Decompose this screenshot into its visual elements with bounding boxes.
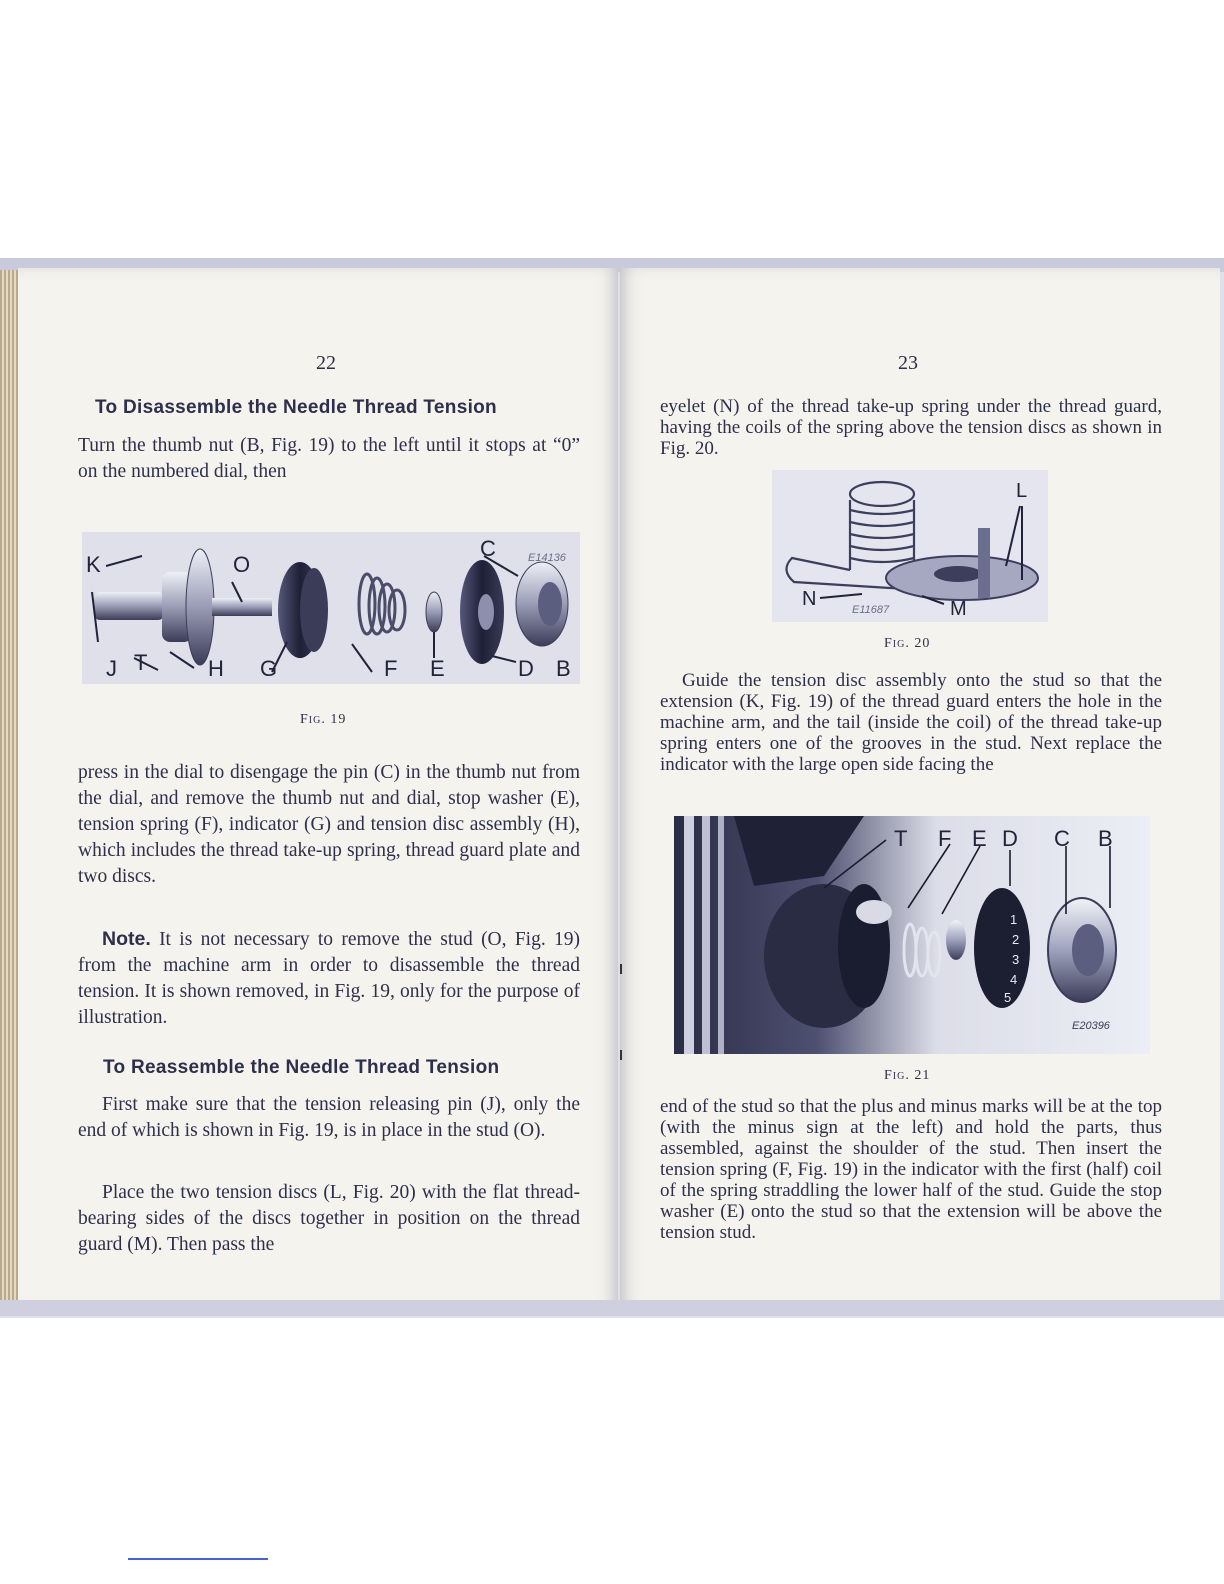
fig19-label-j: J (106, 656, 117, 681)
fig20-code: E11687 (852, 604, 890, 616)
paragraph-end-of-stud: end of the stud so that the plus and minus marks will be at the top (with the minus sign at the left) and hold the parts, thus assembled, against the shoulder of the stud. Then insert the tension spring (F, Fig. 19) in the indicator with the first (half) coil of the spring straddling the lower half of the stud. Guide the stop washer (E) onto the stud so that the extension will be above the tension stud. (660, 1096, 1162, 1243)
fig20-label-n: N (802, 588, 817, 610)
fig19-label-k: K (86, 552, 101, 577)
gutter-mark (620, 1050, 622, 1060)
caption-fig21: Fig. 21 (884, 1068, 931, 1083)
fig21-label-e: E (972, 826, 987, 851)
fig21-label-b: B (1098, 826, 1113, 851)
book-bottom-edge (0, 1300, 1224, 1316)
note-text: It is not necessary to remove the stud (O, Fig. 19) from the machine arm in order to disassemble the thread tension. It is shown removed, in Fig. 19, only for the purpose of illustration. (78, 929, 581, 1028)
figure-19-illustration (82, 532, 580, 684)
fig19-code: E14136 (528, 552, 566, 564)
fig19-label-c: C (480, 536, 496, 561)
fig19-label-o: O (233, 552, 251, 577)
fig19-label-e: E (430, 656, 445, 681)
dial-number-4: 4 (1010, 972, 1018, 987)
page-edges (0, 270, 20, 1310)
paragraph-eyelet: eyelet (N) of the thread take-up spring under the thread guard, having the coils of the spring above the tension discs as shown in Fig. 20. (660, 396, 1162, 459)
paragraph-turn-thumb-nut: Turn the thumb nut (B, Fig. 19) to the left until it stops at “0” on the numbered dial, then (78, 435, 580, 482)
paragraph-note (78, 926, 580, 1031)
page-number-left: 22 (316, 352, 336, 374)
paragraph-place-discs: Place the two tension discs (L, Fig. 20) with the flat thread-bearing sides of the discs together in position on the thread guard (M). Then pass the (78, 1182, 580, 1255)
heading-reassemble: To Reassemble the Needle Thread Tension (103, 1057, 500, 1078)
scan-artifact-line (128, 1558, 268, 1560)
fig19-label-g: G (260, 656, 278, 681)
fig21-label-t: T (894, 826, 908, 851)
page-number-right: 23 (898, 352, 918, 374)
dial-number-3: 3 (1012, 952, 1020, 967)
figure-20 (772, 470, 1048, 622)
dial-number-2: 2 (1012, 932, 1020, 947)
paragraph-guide-assembly: Guide the tension disc assembly onto the stud so that the extension (K, Fig. 19) of the thread guard enters the hole in the machine arm, and the tail (inside the coil) of the thread take-up spring enters one of the grooves in the stud. Next replace the indicator with the large open side facing the (660, 670, 1162, 775)
figure-21-illustration (674, 816, 1150, 1054)
paragraph-press-dial: press in the dial to disengage the pin (C) in the thumb nut from the dial, and remove the thumb nut and dial, stop washer (E), tension spring (F), indicator (G) and tension disc assembly (H), which includes the thread take-up spring, thread guard plate and two discs. (78, 762, 580, 887)
fig19-label-t: T (134, 650, 148, 675)
fig19-label-h: H (208, 656, 224, 681)
figure-21 (674, 816, 1150, 1054)
paragraph-first-make-sure: First make sure that the tension releasing pin (J), only the end of which is shown in Fig. 19, is in place in the stud (O). (78, 1094, 580, 1141)
fig19-label-d: D (518, 656, 534, 681)
gutter-mark (620, 964, 622, 974)
dial-number-1: 1 (1010, 912, 1018, 927)
fig20-label-m: M (950, 598, 967, 620)
figure-19 (82, 532, 580, 684)
fig21-label-d: D (1002, 826, 1018, 851)
fig21-code: E20396 (1072, 1020, 1110, 1032)
fig19-label-b: B (556, 656, 571, 681)
heading-disassemble: To Disassemble the Needle Thread Tension (95, 397, 497, 418)
fig20-label-l: L (1016, 480, 1028, 502)
fig21-label-f: F (938, 826, 952, 851)
dial-number-5: 5 (1004, 990, 1012, 1005)
fig19-label-f: F (384, 656, 398, 681)
fig21-label-c: C (1054, 826, 1070, 851)
caption-fig20: Fig. 20 (884, 636, 931, 651)
caption-fig19: Fig. 19 (300, 712, 347, 727)
note-label: Note. (102, 928, 151, 950)
